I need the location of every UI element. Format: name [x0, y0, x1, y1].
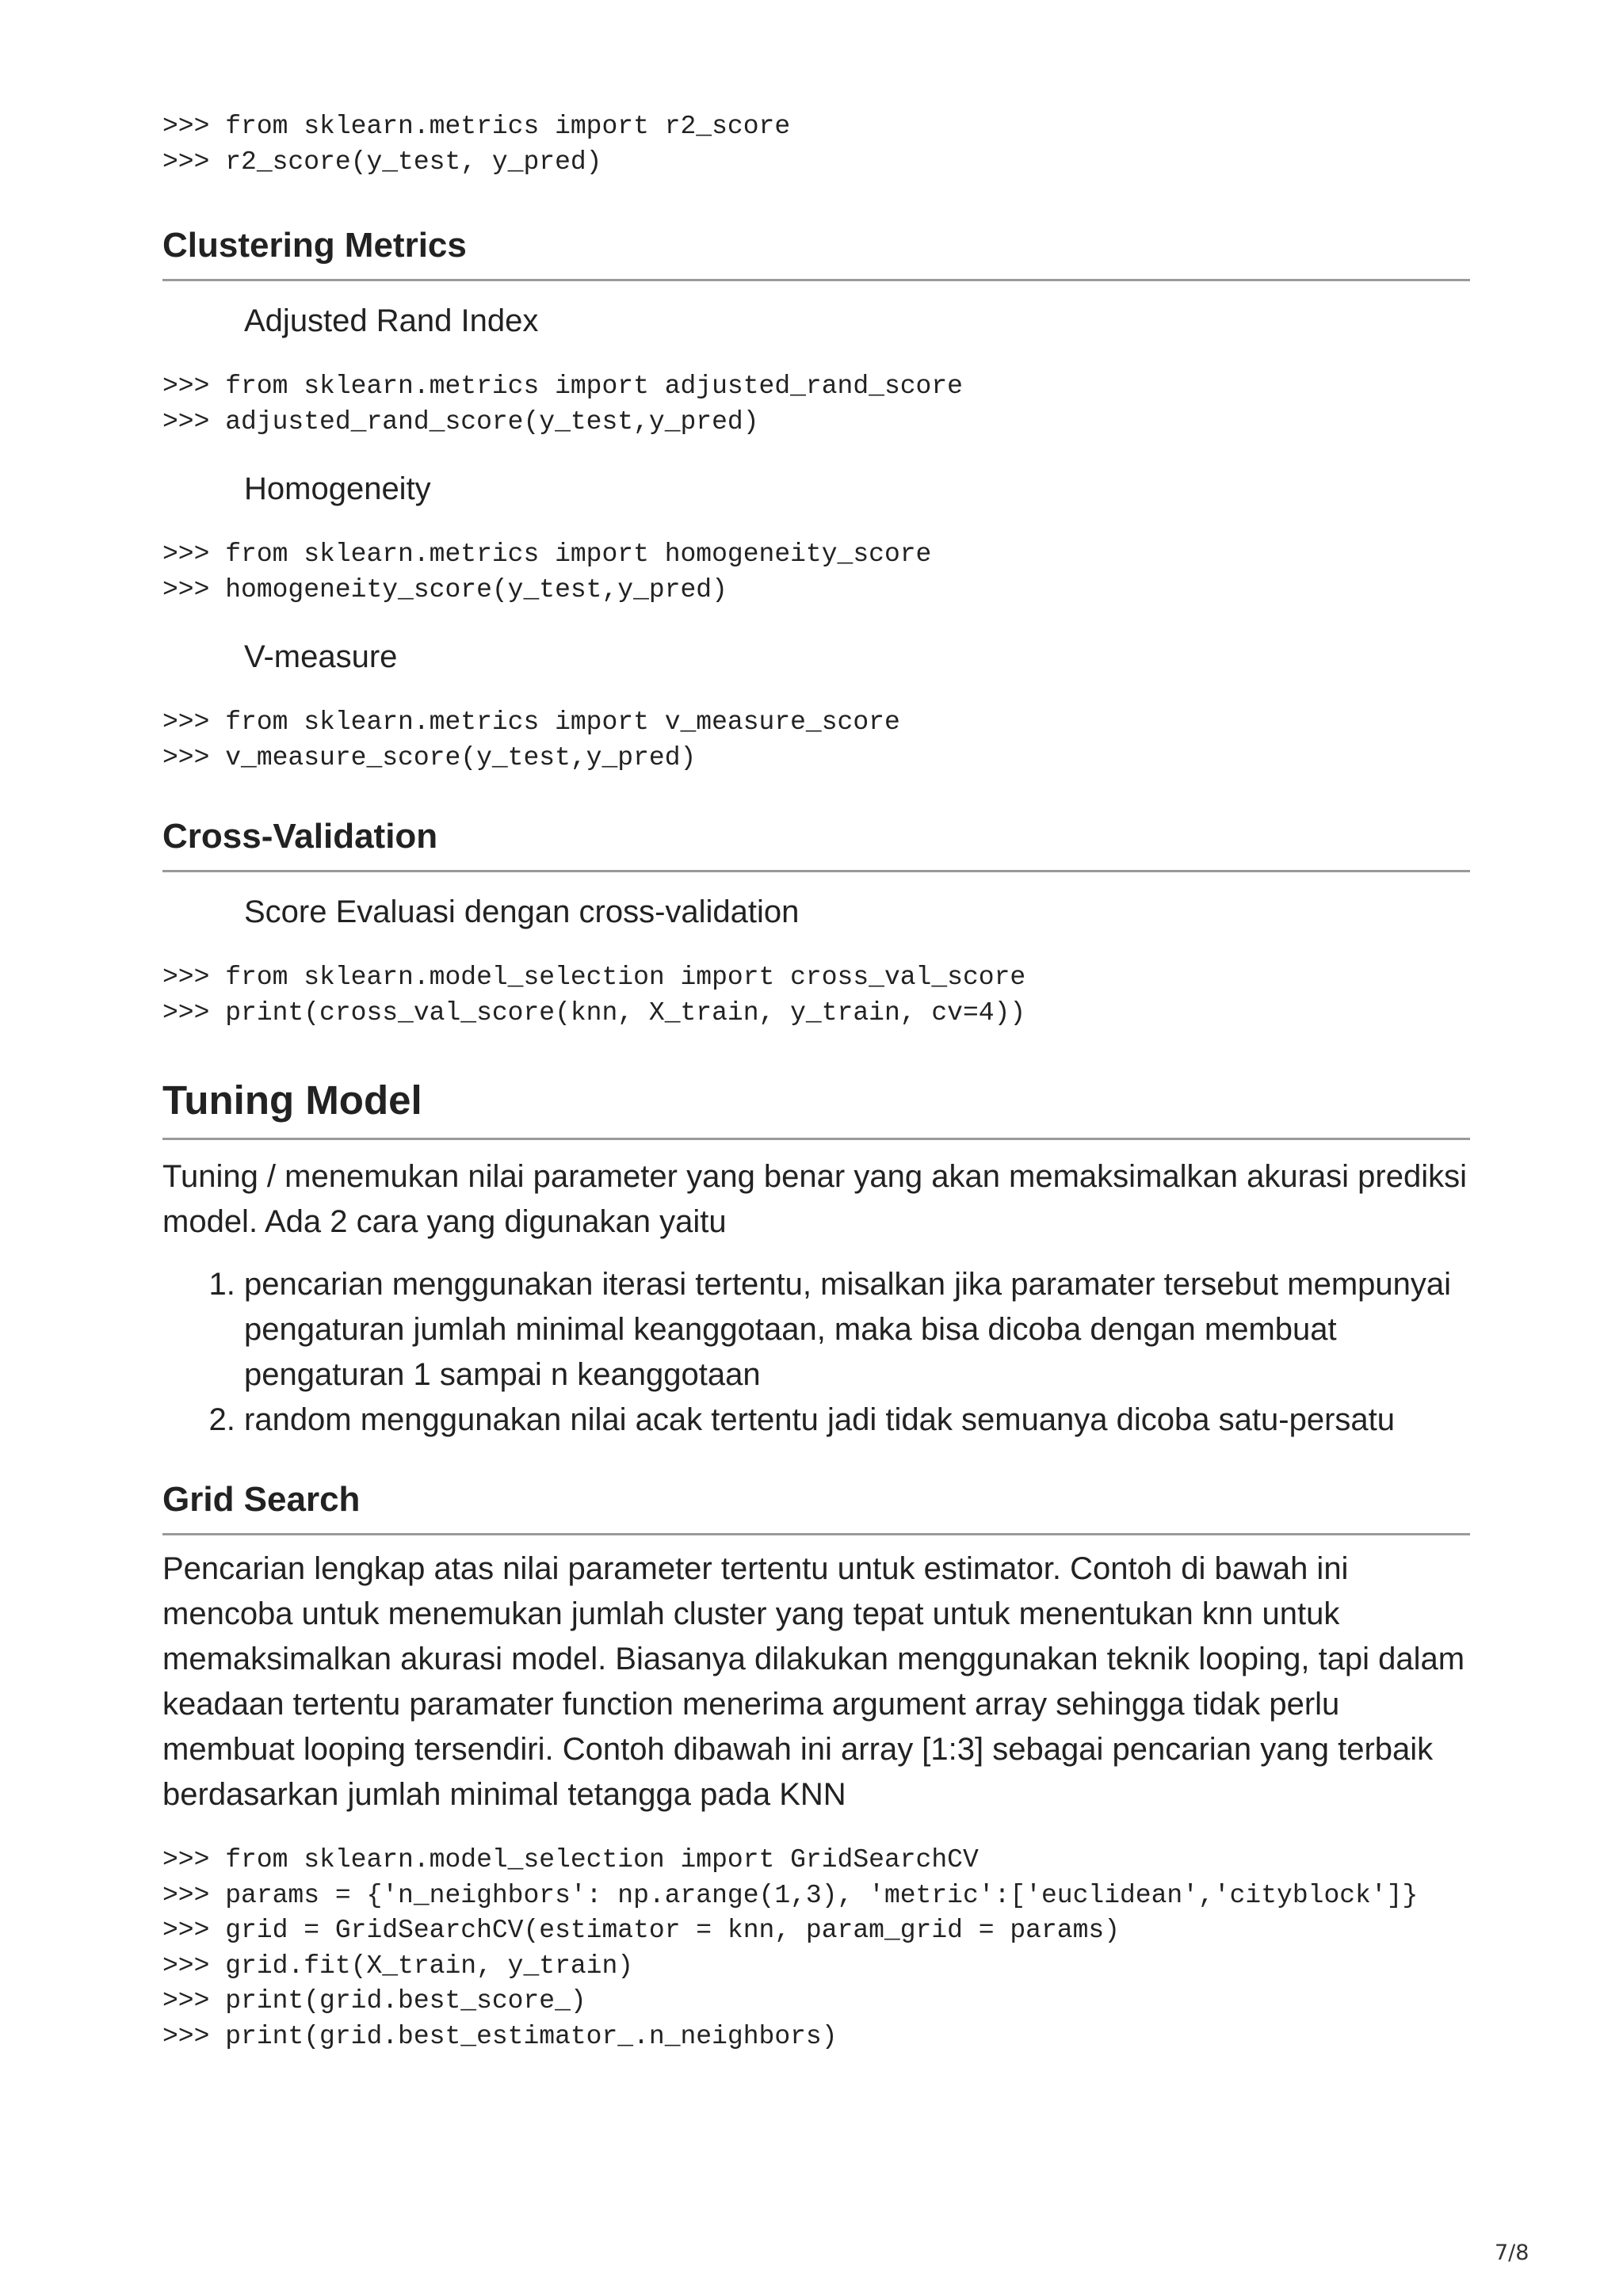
tuning-methods-list	[162, 1262, 1470, 1443]
label-cross-validation-score: Score Evaluasi dengan cross-validation	[244, 894, 800, 929]
page-number: 7/8	[1495, 2241, 1529, 2265]
tuning-intro-paragraph: Tuning / menemukan nilai parameter yang benar yang akan memaksimalkan akurasi prediksi model. Ada 2 cara yang digunakan yaitu	[162, 1159, 1468, 1239]
code-block-grid-search: >>> from sklearn.model_selection import GridSearchCV >>> params = {'n_neighbors': np.arange(1,3), 'metric':['euclidean','cityblock']} >>> grid = GridSearchCV(estimator = knn, param_grid = params) >>> grid.fit(X_train, y_train) >>> print(grid.best_score_) >>> print(grid.best_estimator_.n_neighbors)	[162, 1845, 1419, 2051]
heading-tuning-model: Tuning Model	[162, 1074, 1470, 1140]
document-page	[162, 109, 1470, 2054]
code-block-homogeneity: >>> from sklearn.metrics import homogeneity_score >>> homogeneity_score(y_test,y_pred)	[162, 540, 932, 605]
code-block-adjusted-rand: >>> from sklearn.metrics import adjusted_rand_score >>> adjusted_rand_score(y_test,y_pred)	[162, 372, 963, 437]
grid-search-paragraph: Pencarian lengkap atas nilai parameter tertentu untuk estimator. Contoh di bawah ini mencoba untuk menemukan jumlah cluster yang tepat untuk menentukan knn untuk memaksimalkan akurasi model. Biasanya dilakukan menggunakan teknik looping, tapi dalam keadaan tertentu paramater function menerima argument array sehingga tidak perlu membuat looping tersendiri. Contoh dibawah ini array [1:3] sebagai pencarian yang terbaik berdasarkan jumlah minimal tetangga pada KNN	[162, 1551, 1465, 1812]
heading-grid-search: Grid Search	[162, 1476, 1470, 1535]
label-adjusted-rand-index: Adjusted Rand Index	[244, 303, 539, 338]
code-block-r2-score: >>> from sklearn.metrics import r2_score >>> r2_score(y_test, y_pred)	[162, 112, 791, 177]
label-homogeneity: Homogeneity	[244, 471, 431, 506]
list-item: 1. pencarian menggunakan iterasi tertentu, misalkan jika paramater tersebut mempunyai pengaturan jumlah minimal keanggotaan, maka bisa dicoba dengan membuat pengaturan 1 sampai n keanggotaan	[244, 1262, 1470, 1398]
code-block-v-measure: >>> from sklearn.metrics import v_measure_score >>> v_measure_score(y_test,y_pred)	[162, 707, 900, 772]
list-item: 2. random menggunakan nilai acak tertentu jadi tidak semuanya dicoba satu-persatu	[244, 1398, 1470, 1443]
heading-cross-validation: Cross-Validation	[162, 813, 1470, 872]
code-block-cross-val: >>> from sklearn.model_selection import cross_val_score >>> print(cross_val_score(knn, X_train, y_train, cv=4))	[162, 963, 1026, 1028]
label-v-measure: V-measure	[244, 639, 398, 674]
heading-clustering-metrics: Clustering Metrics	[162, 222, 1470, 281]
